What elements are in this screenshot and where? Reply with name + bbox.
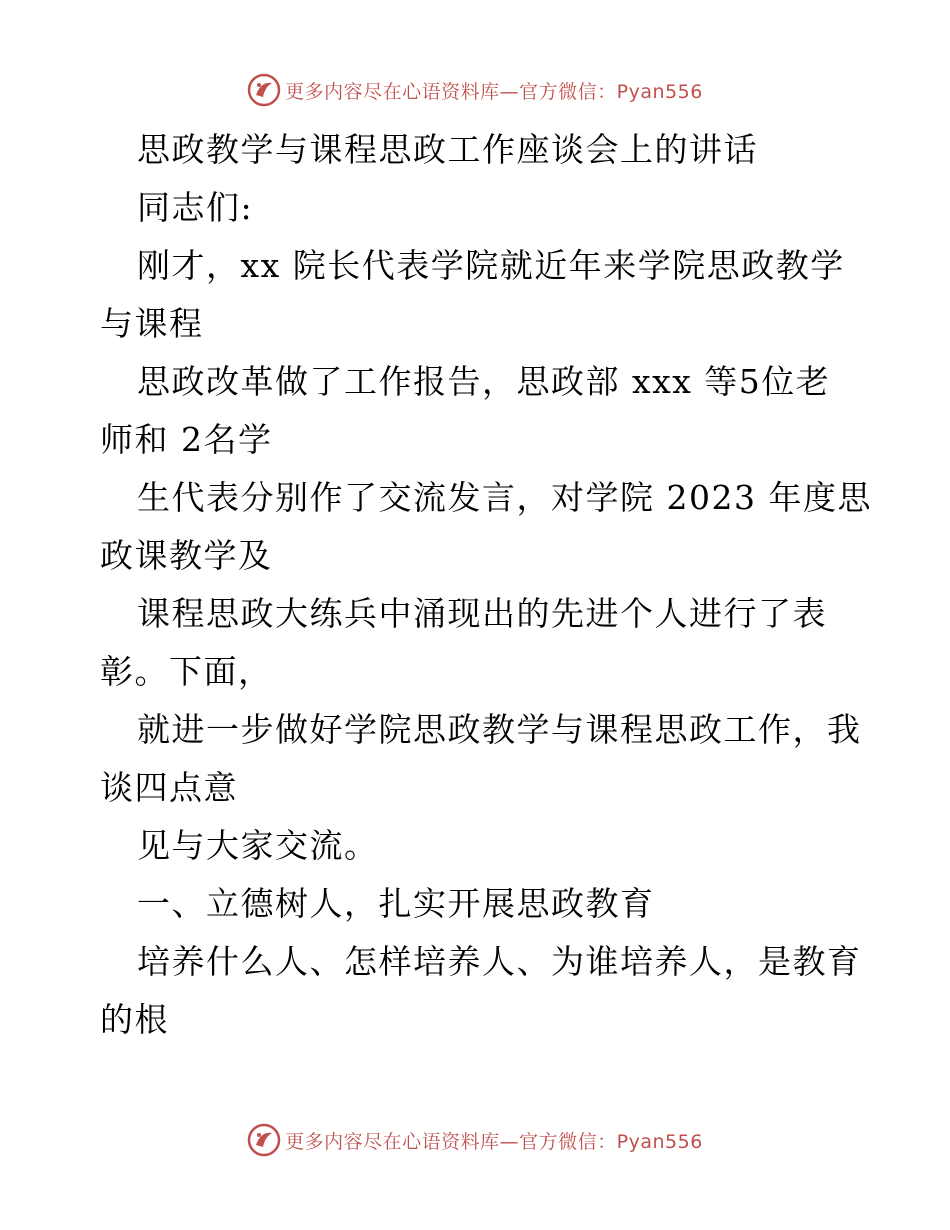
paragraph-line: 与课程 (100, 304, 204, 343)
paragraph-line: 政课教学及 (100, 536, 273, 575)
paragraph-line: 的根 (100, 1000, 169, 1039)
paragraph-line: 师和 2名学 (100, 420, 273, 459)
seal-logo-icon (247, 1123, 281, 1157)
document-title: 思政教学与课程思政工作座谈会上的讲话 (137, 130, 758, 169)
paragraph-line: 刚才，xx 院长代表学院就近年来学院思政教学 (137, 246, 845, 285)
section-heading: 一、立德树人，扎实开展思政教育 (137, 884, 655, 923)
banner-text: 更多内容尽在心语资料库—官方微信：Pyan556 (285, 80, 703, 103)
paragraph-line: 培养什么人、怎样培养人、为谁培养人，是教育 (137, 942, 862, 981)
header-banner (0, 70, 950, 110)
footer-banner (0, 1120, 950, 1160)
paragraph-line: 彰。下面， (100, 652, 273, 691)
paragraph-line: 就进一步做好学院思政教学与课程思政工作，我 (137, 710, 862, 749)
paragraph-line: 见与大家交流。 (137, 826, 379, 865)
paragraph-line: 生代表分别作了交流发言，对学院 2023 年度思 (137, 478, 872, 517)
paragraph-line: 课程思政大练兵中涌现出的先进个人进行了表 (137, 594, 827, 633)
salutation: 同志们: (137, 188, 254, 227)
paragraph-line: 思政改革做了工作报告，思政部 xxx 等5位老 (137, 362, 831, 401)
seal-logo-icon (247, 73, 281, 107)
paragraph-line: 谈四点意 (100, 768, 238, 807)
banner-text: 更多内容尽在心语资料库—官方微信：Pyan556 (285, 1130, 703, 1153)
